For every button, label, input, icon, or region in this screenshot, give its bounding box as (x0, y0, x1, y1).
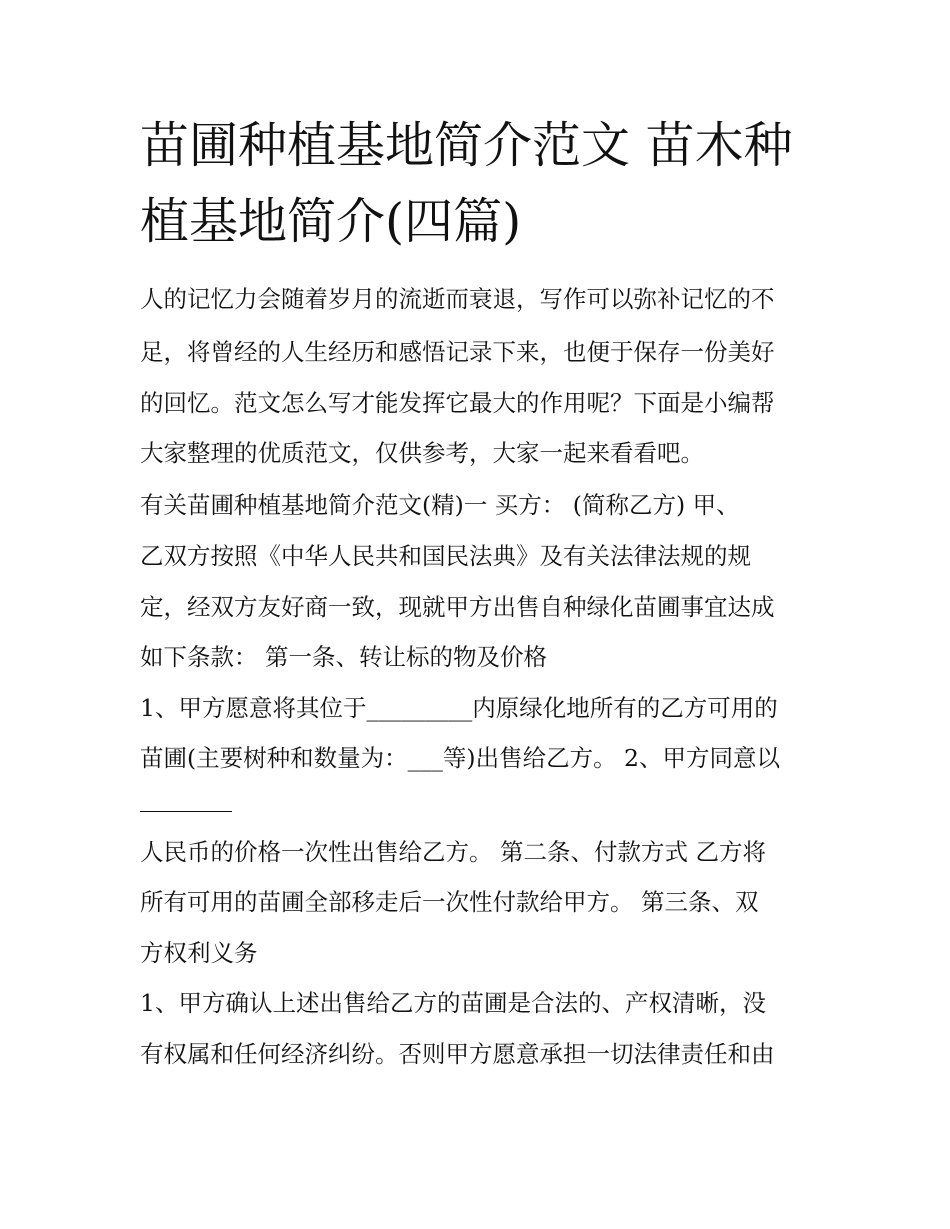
blank-underline (140, 811, 232, 812)
section-1-line-4: 如下条款： 第一条、转让标的物及价格 (140, 643, 547, 671)
section-1-line-1: 有关苗圃种植基地简介范文(精)一 买方： (简称乙方) 甲、 (140, 491, 740, 519)
title-line-2: 植基地简介(四篇) (140, 193, 522, 250)
clause-2-line-3: 方权利义务 (140, 939, 258, 967)
intro-line-3: 的回忆。范文怎么写才能发挥它最大的作用呢？下面是小编帮 (140, 389, 775, 417)
intro-line-4: 大家整理的优质范文，仅供参考，大家一起来看看吧。 (140, 439, 704, 467)
document-title (140, 108, 820, 260)
clause-3-line-1: 1、甲方确认上述出售给乙方的苗圃是合法的、产权清晰，没 (140, 989, 766, 1017)
section-1-line-2: 乙双方按照《中华人民共和国民法典》及有关法律法规的规 (140, 542, 751, 570)
clause-2-line-2: 所有可用的苗圃全部移走后一次性付款给甲方。 第三条、双 (140, 888, 759, 916)
intro-line-2: 足，将曾经的人生经历和感悟记录下来，也便于保存一份美好 (140, 338, 775, 366)
clause-1-line-2: 苗圃(主要树种和数量为：___等)出售给乙方。 2、甲方同意以 (140, 744, 781, 772)
intro-line-1: 人的记忆力会随着岁月的流逝而衰退，写作可以弥补记忆的不 (140, 285, 775, 313)
title-line-1: 苗圃种植基地简介范文 苗木种 (140, 117, 793, 174)
clause-2-line-1: 人民币的价格一次性出售给乙方。 第二条、付款方式 乙方将 (140, 838, 766, 866)
clause-3-line-2: 有权属和任何经济纠纷。否则甲方愿意承担一切法律责任和由 (140, 1040, 775, 1068)
section-1-line-3: 定，经双方友好商一致，现就甲方出售自种绿化苗圃事宜达成 (140, 593, 775, 621)
clause-1-line-1: 1、甲方愿意将其位于_________内原绿化地所有的乙方可用的 (140, 694, 778, 722)
